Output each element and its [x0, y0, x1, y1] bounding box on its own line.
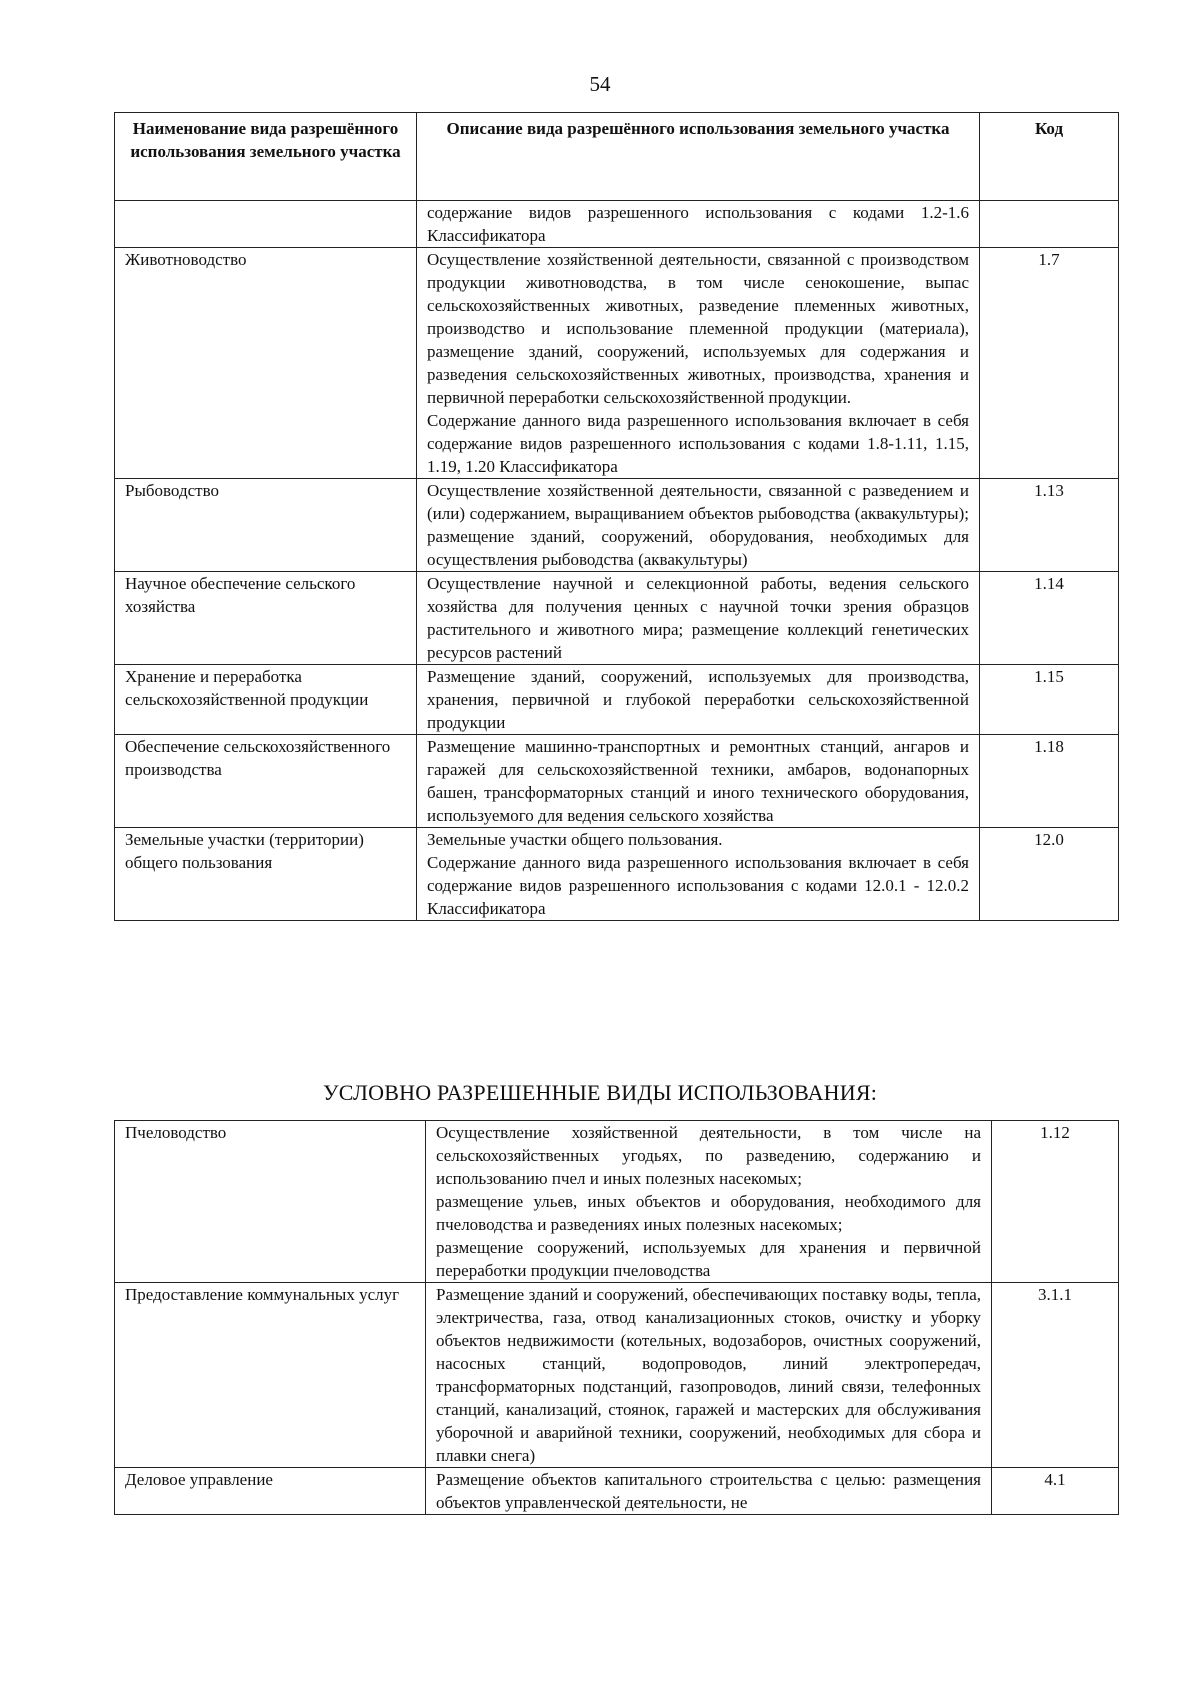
table-row	[115, 828, 1119, 921]
table-row	[115, 1283, 1119, 1468]
description-paragraph: Осуществление хозяйственной деятельности, связанной с производством продукции животноводства, в том числе сенокошение, выпас сельскохозяйственных животных, разведение племенных животных, производство и использование племенной продукции (материала), размещение зданий, сооружений, используемых для содержания и разведения сельскохозяйственных животных, производства, хранения и первичной переработки сельскохозяйственной продукции.	[427, 250, 969, 407]
use-code-cell: 12.0	[980, 828, 1119, 921]
description-paragraph: Земельные участки общего пользования.	[427, 830, 723, 849]
description-paragraph: Размещение объектов капитального строительства с целью: размещения объектов управленческой деятельности, не	[436, 1470, 981, 1512]
use-description-cell	[426, 1468, 992, 1515]
use-description-cell	[417, 479, 980, 572]
table-row	[115, 201, 1119, 248]
description-paragraph: содержание видов разрешенного использования с кодами 1.2-1.6 Классификатора	[427, 203, 969, 245]
use-description-cell	[426, 1283, 992, 1468]
use-name-cell	[115, 201, 417, 248]
use-name-cell: Предоставление коммунальных услуг	[115, 1283, 426, 1468]
header-description: Описание вида разрешённого использования земельного участка	[417, 113, 980, 201]
table-header-row	[115, 113, 1119, 201]
use-name-cell: Обеспечение сельскохозяйственного производства	[115, 735, 417, 828]
use-description-cell	[417, 248, 980, 479]
table-row	[115, 572, 1119, 665]
conditional-uses-body	[115, 1121, 1119, 1515]
table-row	[115, 735, 1119, 828]
description-paragraph: Размещение зданий, сооружений, используемых для производства, хранения, первичной и глубокой переработки сельскохозяйственной продукции	[427, 667, 969, 732]
use-description-cell	[417, 201, 980, 248]
conditional-uses-table	[114, 1120, 1119, 1515]
permitted-uses-body	[115, 201, 1119, 921]
use-name-cell: Земельные участки (территории) общего пользования	[115, 828, 417, 921]
use-description-cell	[417, 828, 980, 921]
section-heading: УСЛОВНО РАЗРЕШЕННЫЕ ВИДЫ ИСПОЛЬЗОВАНИЯ:	[322, 1080, 878, 1105]
description-paragraph: Содержание данного вида разрешенного использования включает в себя содержание видов разрешенного использования с кодами 12.0.1 - 12.0.2 Классификатора	[427, 853, 969, 918]
use-code-cell: 1.13	[980, 479, 1119, 572]
use-description-cell	[417, 572, 980, 665]
use-description-cell	[417, 665, 980, 735]
table-row	[115, 248, 1119, 479]
description-paragraph: Осуществление хозяйственной деятельности, связанной с разведением и (или) содержанием, выращиванием объектов рыбоводства (аквакультуры); размещение зданий, сооружений, оборудования, необходимых для осуществления рыбоводства (аквакультуры)	[427, 481, 969, 569]
description-paragraph: Размещение машинно-транспортных и ремонтных станций, ангаров и гаражей для сельскохозяйственной техники, амбаров, водонапорных башен, трансформаторных станций и иного технического оборудования, используемого для ведения сельского хозяйства	[427, 737, 969, 825]
use-code-cell: 1.14	[980, 572, 1119, 665]
use-code-cell: 1.18	[980, 735, 1119, 828]
use-code-cell: 1.15	[980, 665, 1119, 735]
header-code: Код	[980, 113, 1119, 201]
use-code-cell: 3.1.1	[992, 1283, 1119, 1468]
use-description-cell	[417, 735, 980, 828]
table-row	[115, 1468, 1119, 1515]
use-name-cell: Рыбоводство	[115, 479, 417, 572]
description-paragraph: размещение сооружений, используемых для хранения и первичной переработки продукции пчеловодства	[436, 1238, 981, 1280]
use-name-cell: Научное обеспечение сельского хозяйства	[115, 572, 417, 665]
permitted-uses-table	[114, 112, 1119, 921]
use-code-cell: 4.1	[992, 1468, 1119, 1515]
description-paragraph: размещение ульев, иных объектов и оборудования, необходимого для пчеловодства и разведениях иных полезных насекомых;	[436, 1192, 981, 1234]
page-number: 54	[589, 72, 611, 96]
description-paragraph: Осуществление хозяйственной деятельности, в том числе на сельскохозяйственных угодьях, по разведению, содержанию и использованию пчел и иных полезных насекомых;	[436, 1123, 981, 1188]
use-name-cell: Пчеловодство	[115, 1121, 426, 1283]
use-code-cell	[980, 201, 1119, 248]
header-name: Наименование вида разрешённого использования земельного участка	[115, 113, 417, 201]
use-name-cell: Деловое управление	[115, 1468, 426, 1515]
table-row	[115, 479, 1119, 572]
description-paragraph: Осуществление научной и селекционной работы, ведения сельского хозяйства для получения ценных с научной точки зрения образцов растительного и животного мира; размещение коллекций генетических ресурсов растений	[427, 574, 969, 662]
use-code-cell: 1.7	[980, 248, 1119, 479]
use-name-cell: Животноводство	[115, 248, 417, 479]
use-code-cell: 1.12	[992, 1121, 1119, 1283]
use-name-cell: Хранение и переработка сельскохозяйственной продукции	[115, 665, 417, 735]
table-row	[115, 1121, 1119, 1283]
use-description-cell	[426, 1121, 992, 1283]
table-row	[115, 665, 1119, 735]
description-paragraph: Содержание данного вида разрешенного использования включает в себя содержание видов разрешенного использования с кодами 1.8-1.11, 1.15, 1.19, 1.20 Классификатора	[427, 411, 969, 476]
description-paragraph: Размещение зданий и сооружений, обеспечивающих поставку воды, тепла, электричества, газа, отвод канализационных стоков, очистку и уборку объектов недвижимости (котельных, водозаборов, очистных сооружений, насосных станций, водопроводов, линий электропередач, трансформаторных подстанций, газопроводов, линий связи, телефонных станций, канализаций, стоянок, гаражей и мастерских для обслуживания уборочной и аварийной техники, сооружений, необходимых для сбора и плавки снега)	[436, 1285, 981, 1465]
